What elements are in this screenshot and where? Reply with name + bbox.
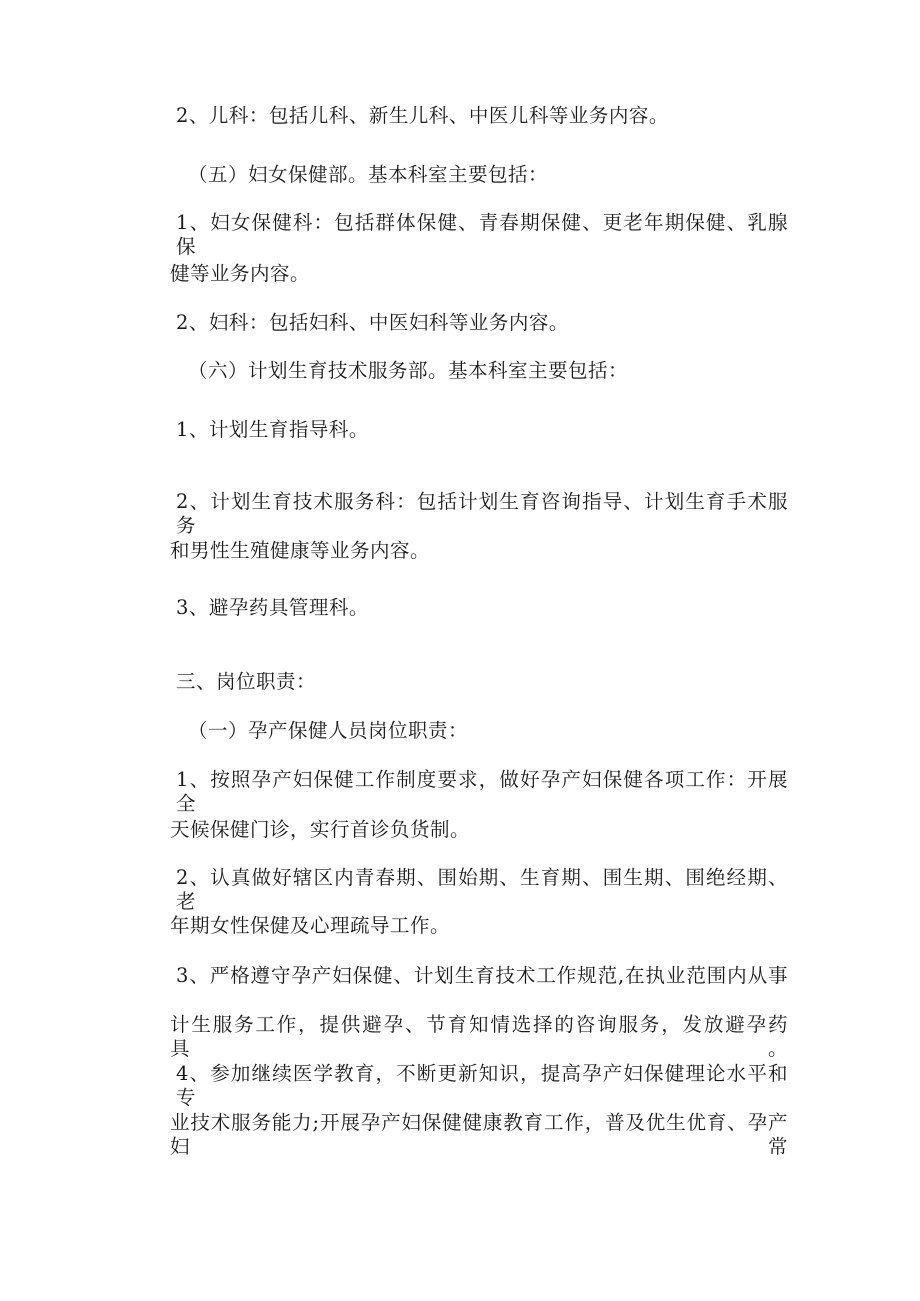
paragraph-line: 1、计划生育指导科。 xyxy=(176,418,369,441)
paragraph-line: 2、认真做好辖区内青春期、围始期、生育期、围生期、围绝经期、老 xyxy=(176,866,788,913)
chapter-heading: 三、岗位职责： xyxy=(176,670,317,693)
paragraph-line: 1、按照孕产妇保健工作制度要求，做好孕产妇保健各项工作：开展全 xyxy=(176,768,788,815)
paragraph-line: 和男性生殖健康等业务内容。 xyxy=(170,539,431,562)
paragraph-line: 3、避孕药具管理科。 xyxy=(176,596,369,619)
section-heading: （五）妇女保健部。基本科室主要包括： xyxy=(188,163,549,186)
section-heading: （六）计划生育技术服务部。基本科室主要包括： xyxy=(188,359,629,382)
paragraph-line: 2、计划生育技术服务科：包括计划生育咨询指导、计划生育手术服务 xyxy=(176,490,788,537)
paragraph-line: 1、妇女保健科：包括群体保健、青春期保健、更老年期保健、乳腺保 xyxy=(176,211,788,258)
paragraph-line: 计生服务工作，提供避孕、节育知情选择的咨询服务，发放避孕药具。 xyxy=(170,1013,788,1060)
paragraph-line: 2、儿科：包括儿科、新生儿科、中医儿科等业务内容。 xyxy=(176,104,669,127)
paragraph-line: 天候保健门诊，实行首诊负货制。 xyxy=(170,818,471,841)
paragraph-line: 业技术服务能力;开展孕产妇保健健康教育工作，普及优生优育、孕产妇常 xyxy=(170,1111,788,1158)
section-heading: （一）孕产保健人员岗位职责： xyxy=(188,719,469,742)
paragraph-line: 健等业务内容。 xyxy=(170,262,311,285)
paragraph-line: 4、参加继续医学教育，不断更新知识，提高孕产妇保健理论水平和专 xyxy=(176,1062,788,1109)
paragraph-line: 3、严格遵守孕产妇保健、计划生育技术工作规范,在执业范围内从事 xyxy=(176,964,788,987)
paragraph-line: 年期女性保健及心理疏导工作。 xyxy=(170,914,451,937)
paragraph-line: 2、妇科：包括妇科、中医妇科等业务内容。 xyxy=(176,311,569,334)
